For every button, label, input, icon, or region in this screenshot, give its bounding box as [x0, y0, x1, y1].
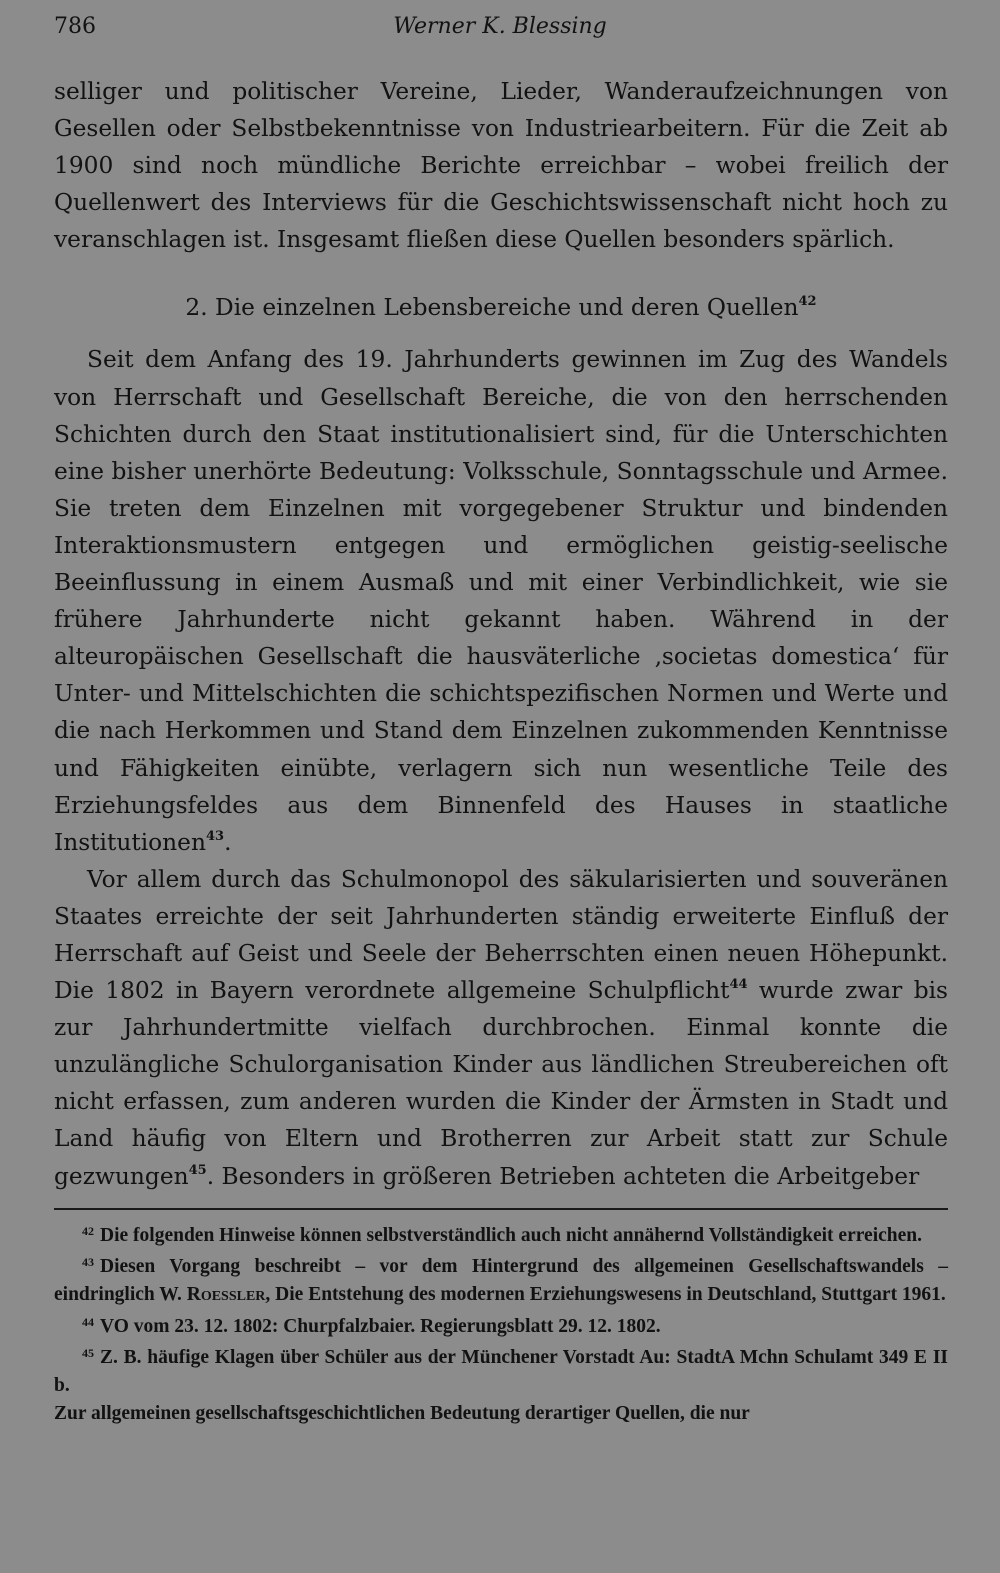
footnote-text: Die folgenden Hinweise können selbstverständlich auch nicht annähernd Vollständigkeit erreichen.	[100, 1224, 922, 1246]
page-number: 786	[54, 14, 96, 39]
footnote-ref-43[interactable]: 43	[205, 828, 225, 844]
paragraph-2-part-a: Vor allem durch das Schulmonopol des säkularisierten und souveränen Staates erreichte der seit Jahrhunderten ständig erweiterte Einfluß der Herrschaft auf Geist und Seele der Beherrschten einen neuen Höhepunkt. Die 1802 in Bayern verordnete allgemeine Schulpflicht	[54, 865, 948, 1005]
cited-author: Roessler	[186, 1284, 266, 1306]
paragraph-0: selliger und politischer Vereine, Lieder, Wanderaufzeichnungen von Gesellen oder Selbstbekenntnisse von Industriearbeitern. Für die Zeit ab 1900 sind noch mündliche Berichte erreichbar – wobei freilich der Quellenwert des Interviews für die Geschichtswissenschaft nicht hoch zu veranschlagen ist. Insgesamt fließen diese Quellen besonders spärlich.	[54, 78, 948, 254]
footnote-44	[54, 1309, 948, 1341]
footnote-text: Zur allgemeinen gesellschaftsgeschichtlichen Bedeutung derartiger Quellen, die nur	[54, 1402, 750, 1424]
footnote-mark: 43	[82, 1255, 94, 1270]
footnote-mark: 44	[82, 1314, 94, 1329]
footnote-separator	[54, 1208, 948, 1210]
footnote-ref-42[interactable]: 42	[798, 294, 817, 310]
footnote-mark: 42	[82, 1223, 94, 1238]
running-header	[54, 14, 948, 56]
footnote-text-a: Diesen Vorgang beschreibt – vor dem Hintergrund des allgemeinen Gesellschaftswandels – eindringlich W.	[54, 1256, 948, 1306]
footnotes	[54, 1218, 948, 1428]
footnote-continuation	[54, 1400, 948, 1428]
footnote-43	[54, 1249, 948, 1308]
footnote-mark: 45	[82, 1346, 94, 1361]
footnote-text-b: , Die Entstehung des modernen Erziehungswesens in Deutschland, Stuttgart 1961.	[265, 1284, 946, 1306]
footnote-ref-45[interactable]: 45	[188, 1162, 207, 1178]
running-title: Werner K. Blessing	[393, 14, 607, 39]
paragraph-2	[54, 861, 948, 1195]
footnote-42	[54, 1218, 948, 1250]
paragraph-1	[54, 341, 948, 860]
paragraph-1-end: .	[224, 828, 232, 856]
section-heading	[54, 289, 948, 326]
footnote-ref-44[interactable]: 44	[729, 977, 748, 993]
footnote-text: VO vom 23. 12. 1802: Churpfalzbaier. Regierungsblatt 29. 12. 1802.	[100, 1315, 661, 1337]
paragraph-2-part-c: . Besonders in größeren Betrieben achteten die Arbeitgeber	[206, 1162, 920, 1190]
paragraph-2-part-b: wurde zwar bis zur Jahrhundertmitte vielfach durchbrochen. Einmal konnte die unzulängliche Schulorganisation Kinder aus ländlichen Streubereichen oft nicht erfassen, zum anderen wurden die Kinder der Ärmsten in Stadt und Land häufig von Eltern und Brotherren zur Arbeit statt zur Schule gezwungen	[54, 977, 949, 1190]
paragraph-1-text: Seit dem Anfang des 19. Jahrhunderts gewinnen im Zug des Wandels von Herrschaft und Gesellschaft Bereiche, die von den herrschenden Schichten durch den Staat institutionalisiert sind, für die Unterschichten eine bisher unerhörte Bedeutung: Volksschule, Sonntagsschule und Armee. Sie treten dem Einzelnen mit vorgegebener Struktur und bindenden Interaktionsmustern entgegen und ermöglichen geistig-seelische Beeinflussung in einem Ausmaß und mit einer Verbindlichkeit, wie sie frühere Jahrhunderte nicht gekannt haben. Während in der alteuropäischen Gesellschaft die hausväterliche ‚societas domestica‘ für Unter- und Mittelschichten die schichtspezifischen Normen und Werte und die nach Herkommen und Stand dem Einzelnen zukommenden Kenntnisse und Fähigkeiten einübte, verlagern sich nun wesentliche Teile des Erziehungsfeldes aus dem Binnenfeld des Hauses in staatliche Institutionen	[54, 346, 948, 856]
footnote-45	[54, 1340, 948, 1399]
section-heading-text: 2. Die einzelnen Lebensbereiche und deren Quellen	[185, 294, 799, 322]
footnote-text: Z. B. häufige Klagen über Schüler aus der Münchener Vorstadt Au: StadtA Mchn Schulamt 349 E II b.	[54, 1347, 948, 1397]
